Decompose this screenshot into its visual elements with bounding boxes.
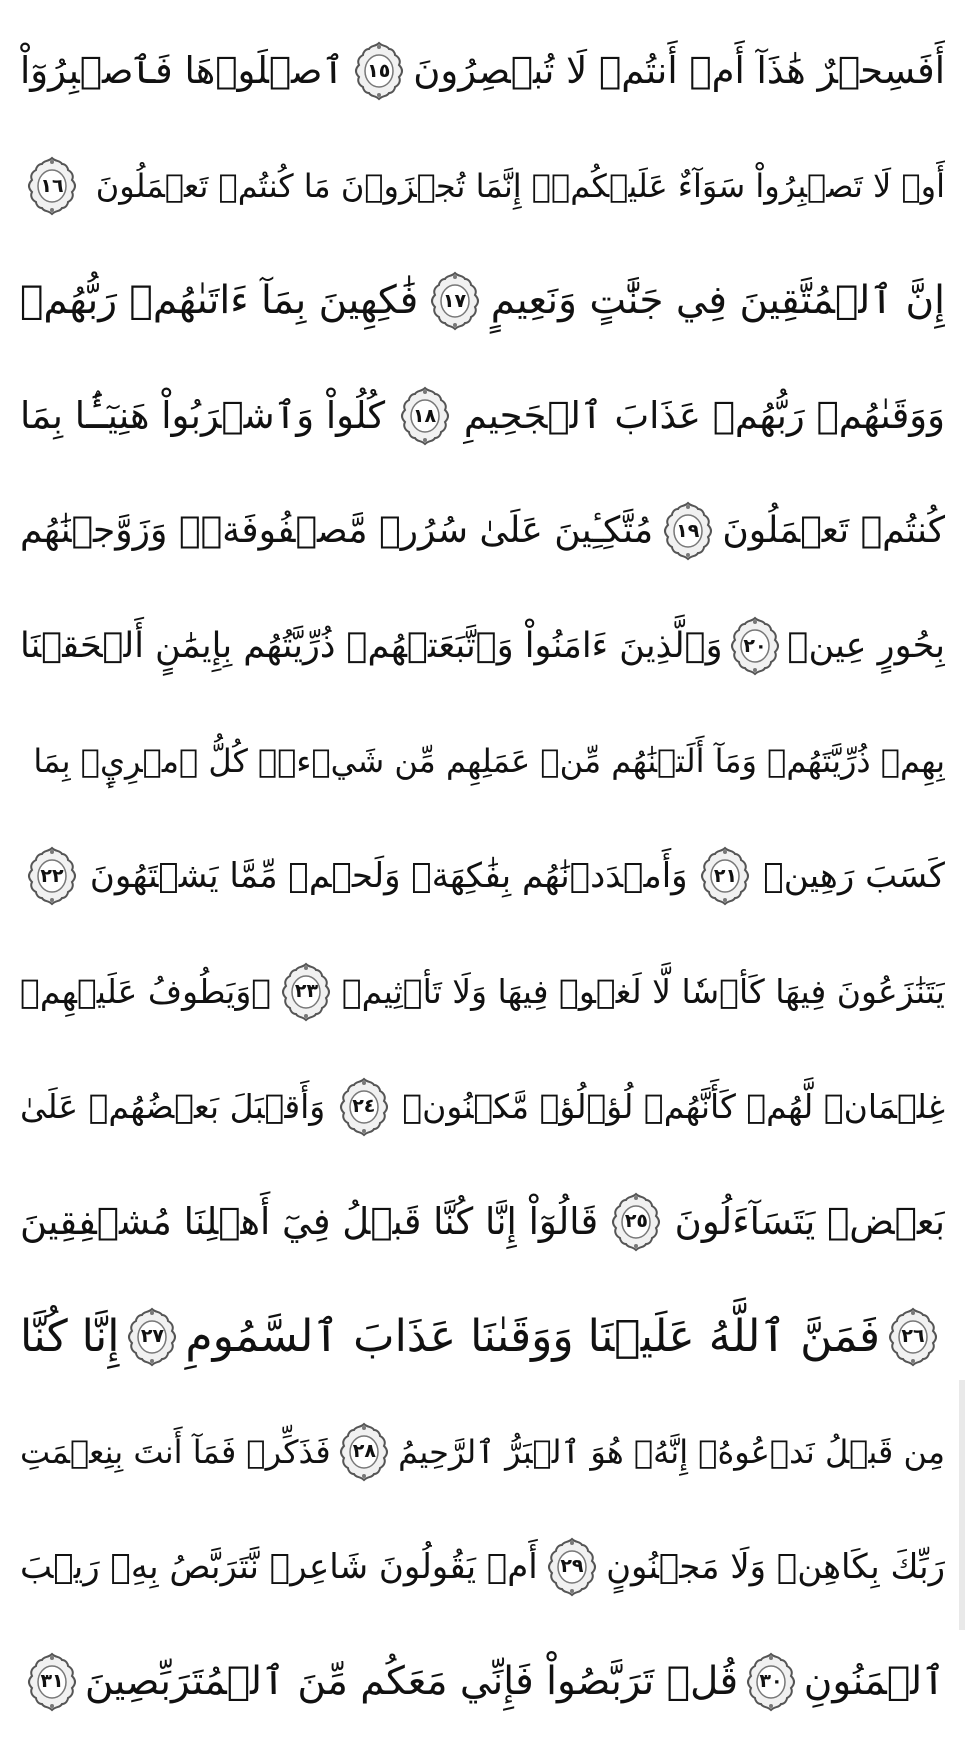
ayah-number: ١٧	[442, 289, 467, 312]
verse-text: وَأَمۡدَدۡنَٰهُم بِفَٰكِهَةٖ وَلَحۡمٖ مِّمَّا يَشۡتَهُونَ	[89, 856, 688, 897]
ayah-number-marker	[399, 386, 451, 446]
ayah-number-marker	[126, 1307, 178, 1367]
ayah-number-marker	[338, 1077, 390, 1137]
verse-line	[20, 1173, 945, 1271]
ayah-number: ١٦	[40, 174, 64, 197]
ayah-number-marker	[887, 1307, 939, 1367]
verse-text: مُتَّكِـِٔينَ عَلَىٰ سُرُرٖ مَّصۡفُوفَةٖۖ وَزَوَّجۡنَٰهُم	[20, 510, 654, 552]
verse-text: وَٱلَّذِينَ ءَامَنُواْ وَٱتَّبَعَتۡهُمۡ ذُرِّيَّتُهُم بِإِيمَٰنٍ أَلۡحَقۡنَا	[20, 626, 723, 667]
ayah-number: ٢٣	[294, 980, 319, 1002]
verse-line	[20, 482, 945, 580]
verse-text: فَمَنَّ ٱللَّهُ عَلَيۡنَا وَوَقَىٰنَا عَذَابَ ٱلسَّمُومِ	[185, 1310, 881, 1362]
ayah-number-marker	[26, 156, 78, 216]
verse-line	[20, 22, 945, 120]
verse-text: فَذَكِّرۡ فَمَآ أَنتَ بِنِعۡمَتِ	[20, 1432, 331, 1471]
ayah-number-marker	[429, 271, 481, 331]
verse-text: بِحُورٍ عِينٖ	[787, 626, 945, 667]
ayah-number: ٢٥	[624, 1210, 649, 1233]
verse-text: مِن قَبۡلُ نَدۡعُوهُۖ إِنَّهُۥ هُوَ ٱلۡبَرُّ ٱلرَّحِيمُ	[398, 1432, 945, 1471]
verse-text: يَتَنَٰزَعُونَ فِيهَا كَأۡسٗا لَّا لَغۡوٞ فِيهَا وَلَا تَأۡثِيمٞ	[341, 971, 945, 1011]
ayah-number: ١٨	[412, 404, 437, 427]
ayah-number-marker	[353, 41, 405, 101]
ayah-number: ١٩	[676, 519, 700, 542]
ayah-number-marker	[280, 962, 332, 1022]
verse-text: ٱلۡمَنُونِ	[803, 1658, 945, 1704]
scroll-edge	[959, 1380, 965, 1630]
verse-text: قُلۡ تَرَبَّصُواْ فَإِنِّي مَعَكُم مِّنَ ٱلۡمُتَرَبِّصِينَ	[84, 1658, 739, 1704]
verse-text: فَٰكِهِينَ بِمَآ ءَاتَىٰهُمۡ رَبُّهُمۡ	[20, 278, 419, 324]
verse-text: وَوَقَىٰهُمۡ رَبُّهُمۡ عَذَابَ ٱلۡجَحِيمِ	[463, 394, 945, 438]
verse-text: أَمۡ يَقُولُونَ شَاعِرٞ نَّتَرَبَّصُ بِهِۦ رَيۡبَ	[20, 1546, 538, 1587]
ayah-number: ١٥	[367, 59, 391, 82]
ayah-number-marker	[338, 1422, 390, 1482]
verse-text: إِنَّا كُنَّا	[20, 1310, 120, 1362]
ayah-number: ٢١	[713, 864, 738, 887]
verse-text: رَبِّكَ بِكَاهِنٖ وَلَا مَجۡنُونٍ	[606, 1546, 945, 1587]
ayah-number: ٢٢	[40, 864, 64, 887]
verse-text: بَعۡضٖ يَتَسَآءَلُونَ	[674, 1199, 945, 1243]
ayah-number-marker	[26, 846, 78, 906]
verse-line	[20, 1288, 945, 1386]
verse-line	[20, 1058, 945, 1156]
ayah-number-marker	[729, 616, 781, 676]
verse-line	[20, 597, 945, 695]
ayah-number: ٢٦	[901, 1325, 925, 1348]
ayah-number: ٢٤	[352, 1095, 376, 1118]
ayah-number: ٢٩	[560, 1555, 584, 1578]
verse-text: ٱصۡلَوۡهَا فَٱصۡبِرُوٓاْ	[20, 49, 345, 92]
ayah-number-marker	[610, 1192, 662, 1252]
ayah-number: ٣٠	[759, 1670, 783, 1693]
verse-line	[20, 1403, 945, 1501]
verse-line	[20, 252, 945, 350]
verse-line	[20, 367, 945, 465]
verse-text: أَفَسِحۡرٌ هَٰذَآ أَمۡ أَنتُمۡ لَا تُبۡصِرُونَ	[413, 49, 945, 92]
verse-line	[20, 137, 945, 235]
verse-text: أَوۡ لَا تَصۡبِرُواْ سَوَآءٌ عَلَيۡكُمۡۖ إِنَّمَا تُجۡزَوۡنَ مَا كُنتُمۡ تَعۡمَلُونَ	[95, 167, 945, 206]
verse-line	[20, 1633, 945, 1731]
ayah-number: ٣١	[40, 1670, 64, 1693]
verse-line	[20, 943, 945, 1041]
ayah-number: ٢٧	[140, 1325, 165, 1348]
verse-line	[20, 827, 945, 925]
ayah-number: ٢٨	[352, 1440, 376, 1463]
ayah-number: ٢٠	[743, 634, 767, 657]
verse-text: إِنَّ ٱلۡمُتَّقِينَ فِي جَنَّٰتٍ وَنَعِيمٍ	[490, 278, 945, 324]
ayah-number-marker	[546, 1537, 598, 1597]
verse-text: ۞وَيَطُوفُ عَلَيۡهِمۡ	[20, 971, 272, 1011]
ayah-number-marker	[745, 1652, 797, 1712]
verse-text: كُنتُمۡ تَعۡمَلُونَ	[722, 510, 945, 552]
verse-text: غِلۡمَانٞ لَّهُمۡ كَأَنَّهُمۡ لُؤۡلُؤٞ مَّكۡنُونٞ	[402, 1086, 945, 1126]
ayah-number-marker	[662, 501, 714, 561]
verse-text: وَأَقۡبَلَ بَعۡضُهُمۡ عَلَىٰ	[20, 1086, 326, 1126]
verse-lines	[20, 22, 945, 1731]
verse-line	[20, 1518, 945, 1616]
verse-text: كُلُواْ وَٱشۡرَبُواْ هَنِيٓـَٔۢا بِمَا	[20, 394, 386, 438]
verse-text: بِهِمۡ ذُرِّيَّتَهُمۡ وَمَآ أَلَتۡنَٰهُم مِّنۡ عَمَلِهِم مِّن شَيۡءٖۚ كُلُّ ٱمۡرِيِٕۭ بِمَا	[33, 742, 945, 781]
verse-text: قَالُوٓاْ إِنَّا كُنَّا قَبۡلُ فِيٓ أَهۡلِنَا مُشۡفِقِينَ	[20, 1199, 599, 1243]
ayah-number-marker	[26, 1652, 78, 1712]
ayah-number-marker	[699, 846, 751, 906]
verse-line	[20, 712, 945, 810]
verse-text: كَسَبَ رَهِينٞ	[763, 856, 945, 897]
